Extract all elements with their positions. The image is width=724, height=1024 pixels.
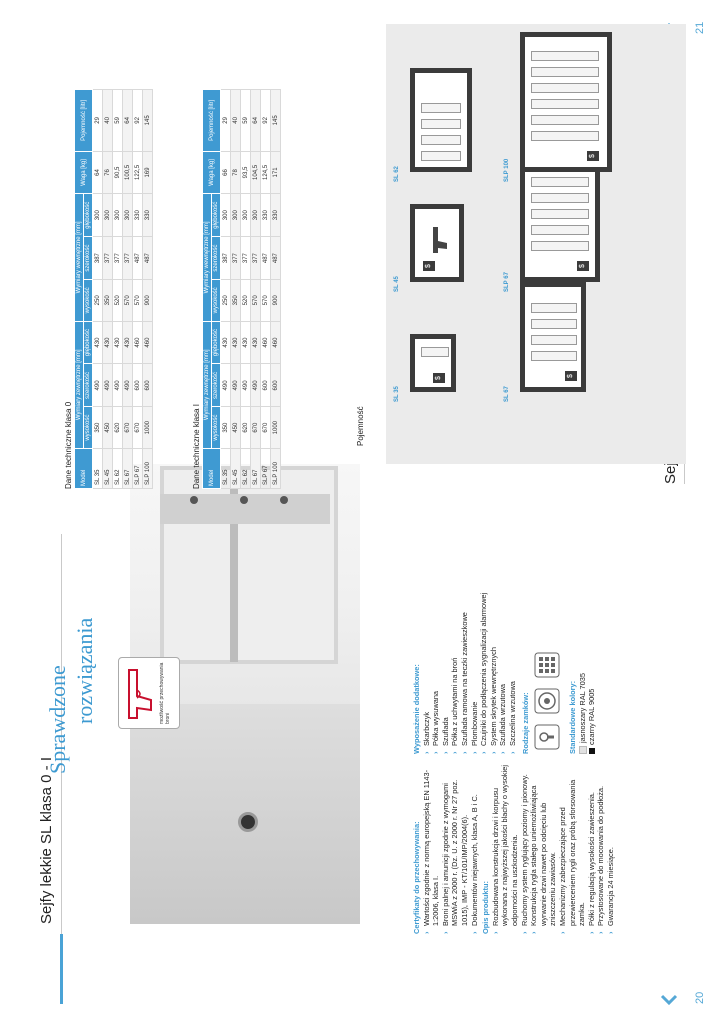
value-cell: 330	[261, 194, 271, 237]
value-cell: 145	[143, 90, 153, 152]
model-cell: SL 35	[221, 448, 231, 488]
value-cell: 122,5	[133, 151, 143, 194]
drawer-knob-icon	[240, 496, 248, 504]
table-row	[143, 90, 153, 489]
table0-header: Pojemność [litr]	[75, 90, 93, 152]
drawer	[531, 209, 589, 219]
value-cell: 670	[261, 407, 271, 449]
value-cell: 487	[261, 237, 271, 280]
value-cell: 490	[103, 364, 113, 407]
extras-item: › Szuflada	[441, 554, 451, 754]
value-cell: 600	[133, 364, 143, 407]
value-cell: 100,5	[123, 151, 133, 194]
extras-item: › Szczelina wrzutowa	[508, 554, 518, 754]
heading-line-2: rozwiązania	[72, 617, 97, 724]
cash-icon: $	[433, 373, 445, 383]
lock-types	[530, 554, 566, 754]
drawer	[531, 225, 589, 235]
table1-subheader: szerokość	[212, 237, 221, 280]
value-cell: 330	[133, 194, 143, 237]
handgun-icon	[123, 664, 157, 722]
value-cell: 250	[221, 280, 231, 322]
table0-subheader: szerokość	[84, 237, 93, 280]
safe-sl35	[410, 334, 456, 392]
certificate-item: › Wartości zgodnie z normą europejską EN 1143-1:2006, klasa I.	[422, 764, 441, 934]
table1-subheader: głębokość	[212, 321, 221, 364]
model-cell: SL 62	[113, 448, 123, 488]
model-cell: SL 45	[103, 448, 113, 488]
value-cell: 300	[231, 194, 241, 237]
drawer	[421, 347, 449, 357]
table-row	[113, 90, 123, 489]
drawer	[531, 67, 599, 77]
value-cell: 490	[241, 364, 251, 407]
page-number-left: 20	[694, 991, 706, 1004]
left-text-column	[410, 764, 615, 934]
safe-sl62	[410, 68, 472, 172]
description-item: › Mechanizmy zabezpieczające przed przewierceniem rygli oraz próbą sforsowania zamka.	[558, 764, 587, 934]
page-prev-arrow-icon[interactable]	[660, 990, 678, 1008]
color-item	[578, 554, 588, 754]
extras-item: › Plombowanie	[470, 554, 480, 754]
table1-subheader: głębokość	[212, 194, 221, 237]
drawer	[421, 135, 461, 145]
table0-subheader: wysokość	[84, 407, 93, 449]
value-cell: 430	[123, 321, 133, 364]
drawer	[531, 303, 577, 313]
description-item: › Ruchomy system ryglujący poziomy i pionowy.	[520, 764, 530, 934]
table0-header: Waga [kg]	[75, 151, 93, 194]
table-row	[241, 90, 251, 489]
value-cell: 330	[271, 194, 281, 237]
value-cell: 300	[221, 194, 231, 237]
color-item	[587, 554, 597, 754]
table-row	[133, 90, 143, 489]
drawer	[531, 115, 599, 125]
value-cell: 460	[261, 321, 271, 364]
drawer-knob-icon	[280, 496, 288, 504]
table1	[202, 89, 281, 489]
table0-header: Model	[75, 448, 93, 488]
value-cell: 300	[241, 194, 251, 237]
value-cell: 900	[271, 280, 281, 322]
model-cell: SL 67	[123, 448, 133, 488]
value-cell: 93,5	[241, 151, 251, 194]
value-cell: 90,5	[113, 151, 123, 194]
value-cell: 377	[241, 237, 251, 280]
value-cell: 490	[113, 364, 123, 407]
extras-item: › Czujniki do podłączenia sygnalizacji alarmowej	[479, 554, 489, 754]
drawer	[531, 241, 589, 251]
table1-body	[221, 90, 281, 489]
value-cell: 490	[221, 364, 231, 407]
heading-line-1: Sprawdzone	[45, 665, 70, 774]
value-cell: 64	[123, 90, 133, 152]
description-item: › Przystosowane do mocowania do podłoża.	[596, 764, 606, 934]
value-cell: 40	[231, 90, 241, 152]
value-cell: 620	[241, 407, 251, 449]
certificates-title: Certyfikaty do przechowywania:	[412, 821, 421, 934]
color-label: jasnoszary RAL 7035	[577, 673, 587, 743]
value-cell: 330	[143, 194, 153, 237]
value-cell: 169	[143, 151, 153, 194]
safe-label-sl35: SL 35	[394, 386, 400, 402]
value-cell: 76	[103, 151, 113, 194]
drawer	[531, 83, 599, 93]
table0-subheader: głębokość	[84, 321, 93, 364]
drawer	[421, 119, 461, 129]
table-row	[251, 90, 261, 489]
electronic-keypad-lock-icon	[534, 652, 560, 678]
value-cell: 490	[123, 364, 133, 407]
value-cell: 300	[103, 194, 113, 237]
table-row	[123, 90, 133, 489]
cash-icon: $	[423, 261, 435, 271]
value-cell: 377	[251, 237, 261, 280]
value-cell: 29	[93, 90, 103, 152]
value-cell: 490	[231, 364, 241, 407]
left-header-rule	[60, 934, 63, 1004]
drawer	[531, 351, 577, 361]
table-row	[103, 90, 113, 489]
value-cell: 900	[143, 280, 153, 322]
value-cell: 430	[113, 321, 123, 364]
safe-label-sl45: SL 45	[394, 276, 400, 292]
value-cell: 450	[103, 407, 113, 449]
table1-header: Waga [kg]	[203, 151, 221, 194]
locks-title: Rodzaje zamków:	[520, 692, 530, 754]
safe-slp67	[520, 162, 600, 282]
value-cell: 487	[133, 237, 143, 280]
value-cell: 570	[261, 280, 271, 322]
extras-item: › Skarbczyk	[422, 554, 432, 754]
value-cell: 520	[241, 280, 251, 322]
cash-icon: $	[577, 261, 589, 271]
table0-subheader: szerokość	[84, 364, 93, 407]
table1-subheader: szerokość	[212, 364, 221, 407]
value-cell: 387	[93, 237, 103, 280]
value-cell: 387	[221, 237, 231, 280]
value-cell: 670	[251, 407, 261, 449]
drawer	[531, 51, 599, 61]
certificate-item: › Dokumentów niejawnych, klasa A, B i C.	[470, 764, 480, 934]
safe-sl67	[520, 282, 586, 392]
value-cell: 78	[231, 151, 241, 194]
value-cell: 300	[251, 194, 261, 237]
value-cell: 520	[113, 280, 123, 322]
safe-label-sl62: SL 62	[394, 166, 400, 182]
description-item: › Konstrukcja rygla stałego uniemożliwiająca wyrwanie drzwi nawet po odcięciu lub zniszczeniu zawiasów.	[529, 764, 558, 934]
model-cell: SL 45	[231, 448, 241, 488]
safe-slp100	[520, 32, 612, 172]
table0-subheader: głębokość	[84, 194, 93, 237]
key-lock-icon	[238, 812, 258, 832]
value-cell: 350	[221, 407, 231, 449]
value-cell: 490	[93, 364, 103, 407]
colors-title: Standardowe kolory:	[568, 680, 578, 754]
table-row	[93, 90, 103, 489]
capacity-panel	[386, 24, 686, 464]
table1-header: Model	[203, 448, 221, 488]
table-row	[271, 90, 281, 489]
table0-caption: Dane techniczne klasa 0	[64, 401, 73, 489]
drawer	[531, 319, 577, 329]
value-cell: 430	[93, 321, 103, 364]
value-cell: 487	[143, 237, 153, 280]
extras-item: › System skrytek wewnętrznych	[489, 554, 499, 754]
extras-item: › Półka z uchwytami na broń	[450, 554, 460, 754]
description-title: Opis produktu:	[481, 881, 491, 934]
model-cell: SL 35	[93, 448, 103, 488]
value-cell: 460	[143, 321, 153, 364]
value-cell: 450	[231, 407, 241, 449]
value-cell: 29	[221, 90, 231, 152]
table-row	[261, 90, 271, 489]
safe-label-slp67: SLP 67	[504, 272, 510, 292]
table1-header: Wymiary wewnętrzne [mm]	[203, 194, 212, 321]
value-cell: 600	[271, 364, 281, 407]
value-cell: 92	[133, 90, 143, 152]
cash-icon: $	[587, 151, 599, 161]
table1-header: Pojemność [litr]	[203, 90, 221, 152]
model-cell: SLP 100	[143, 448, 153, 488]
value-cell: 300	[113, 194, 123, 237]
color-swatch-light-gray	[579, 746, 587, 754]
certificate-item: › Broni palnej i amunicji zgodnie z wymogami MSWiA z 2000 r. (Dz. U. z 2000 r. Nr 27 poz. 1015), IMP - KT/101/IMP/2004(6).	[441, 764, 470, 934]
value-cell: 430	[221, 321, 231, 364]
table1-caption: Dane techniczne klasa I	[192, 404, 201, 489]
table0-body	[93, 90, 153, 489]
description-item: › Gwarancja 24 miesiące.	[606, 764, 616, 934]
value-cell: 1000	[143, 407, 153, 449]
safe-label-slp100: SLP 100	[504, 158, 510, 182]
drawer-knob-icon	[190, 496, 198, 504]
description-item: › Półki z regulacją wysokości zawieszenia.	[587, 764, 597, 934]
extras-item: › Szuflada wrzutowa	[498, 554, 508, 754]
value-cell: 104,5	[251, 151, 261, 194]
value-cell: 600	[261, 364, 271, 407]
value-cell: 570	[251, 280, 261, 322]
color-swatch-black	[589, 748, 595, 754]
gun-caption: możliwość przechowywania broni	[159, 662, 171, 724]
value-cell: 1000	[271, 407, 281, 449]
model-cell: SLP 67	[133, 448, 143, 488]
table1-subheader: wysokość	[212, 407, 221, 449]
model-cell: SL 62	[241, 448, 251, 488]
extras-item: › Półka wysuwana	[431, 554, 441, 754]
value-cell: 250	[93, 280, 103, 322]
table0-header: Wymiary wewnętrzne [mm]	[75, 194, 84, 321]
model-cell: SL 67	[251, 448, 261, 488]
value-cell: 92	[261, 90, 271, 152]
value-cell: 600	[143, 364, 153, 407]
drawer	[531, 177, 589, 187]
value-cell: 300	[123, 194, 133, 237]
drawer	[531, 131, 599, 141]
table0-subheader: wysokość	[84, 280, 93, 322]
table0-header: Wymiary zewnętrzne [mm]	[75, 321, 84, 448]
value-cell: 490	[251, 364, 261, 407]
color-label: czarny RAL 9005	[587, 688, 597, 745]
value-cell: 620	[113, 407, 123, 449]
value-cell: 377	[231, 237, 241, 280]
value-cell: 377	[123, 237, 133, 280]
value-cell: 430	[251, 321, 261, 364]
value-cell: 40	[103, 90, 113, 152]
drawer	[531, 335, 577, 345]
table1-subheader: wysokość	[212, 280, 221, 322]
key-lock-type-icon	[534, 724, 560, 750]
right-text-column	[410, 554, 597, 754]
table-row	[231, 90, 241, 489]
gun-storage-card	[118, 657, 180, 729]
value-cell: 350	[103, 280, 113, 322]
table1-header: Wymiary zewnętrzne [mm]	[203, 321, 212, 448]
value-cell: 300	[93, 194, 103, 237]
value-cell: 64	[93, 151, 103, 194]
safe-sl45	[410, 204, 464, 282]
cash-icon: $	[565, 371, 577, 381]
value-cell: 487	[271, 237, 281, 280]
value-cell: 460	[271, 321, 281, 364]
drawer	[531, 99, 599, 109]
drawer	[421, 151, 461, 161]
value-cell: 377	[103, 237, 113, 280]
page-number-right: 21	[694, 21, 706, 34]
value-cell: 377	[113, 237, 123, 280]
value-cell: 59	[241, 90, 251, 152]
table0	[74, 89, 153, 489]
model-cell: SLP 67	[261, 448, 271, 488]
value-cell: 570	[133, 280, 143, 322]
value-cell: 145	[271, 90, 281, 152]
value-cell: 66	[221, 151, 231, 194]
drawer	[531, 193, 589, 203]
extras-title: Wyposażenie dodatkowe:	[412, 664, 421, 754]
value-cell: 350	[93, 407, 103, 449]
safe-label-sl67: SL 67	[504, 386, 510, 402]
left-header-title: Sejfy lekkie SL klasa 0 - I	[38, 756, 55, 924]
value-cell: 670	[133, 407, 143, 449]
value-cell: 59	[113, 90, 123, 152]
capacity-label: Pojemność	[356, 406, 365, 446]
description-item: › Rozbudowana konstrukcja drzwi i korpusu wykonana z najwyższej jakości blachy o wysokiej odporności na uszkodzenia.	[491, 764, 520, 934]
value-cell: 124,5	[261, 151, 271, 194]
table-row	[221, 90, 231, 489]
value-cell: 171	[271, 151, 281, 194]
value-cell: 460	[133, 321, 143, 364]
drawer	[421, 103, 461, 113]
value-cell: 570	[123, 280, 133, 322]
value-cell: 670	[123, 407, 133, 449]
handgun-icon	[429, 225, 449, 255]
value-cell: 430	[103, 321, 113, 364]
value-cell: 430	[241, 321, 251, 364]
model-cell: SLP 100	[271, 448, 281, 488]
value-cell: 64	[251, 90, 261, 152]
mechanical-combination-lock-icon	[534, 688, 560, 714]
value-cell: 430	[231, 321, 241, 364]
value-cell: 350	[231, 280, 241, 322]
extras-item: › Szuflada ramowa na teczki zawieszkowe	[460, 554, 470, 754]
